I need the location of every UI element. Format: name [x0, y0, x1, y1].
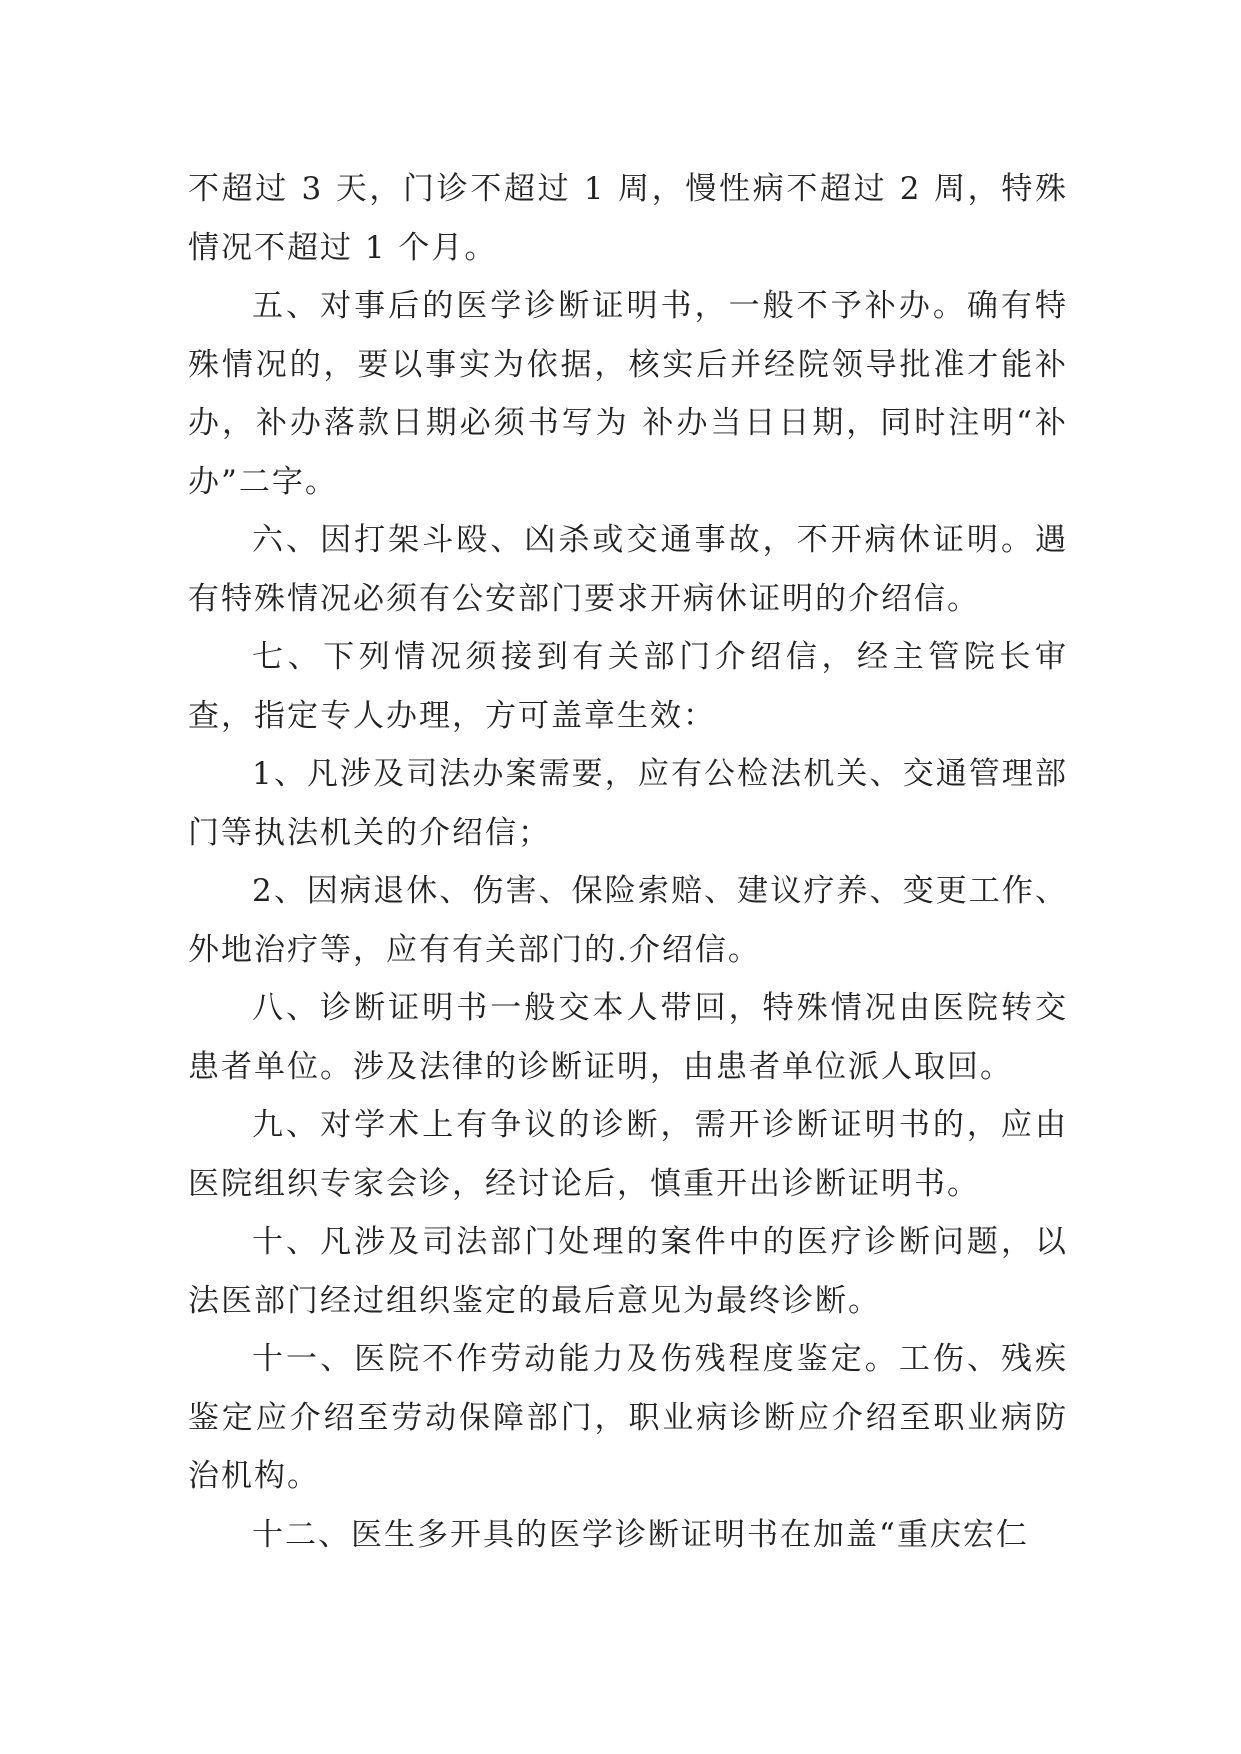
paragraph-item-8: 八、诊断证明书一般交本人带回，特殊情况由医院转交患者单位。涉及法律的诊断证明，由患者单位派人取回。	[188, 990, 1068, 1085]
paragraph-item-6: 六、因打架斗殴、凶杀或交通事故，不开病休证明。遇有特殊情况必须有公安部门要求开病休证明的介绍信。	[188, 522, 1068, 617]
paragraph-continuation: 不超过 3 天，门诊不超过 1 周，慢性病不超过 2 周，特殊情况不超过 1 个月。	[188, 171, 1068, 266]
paragraph-subitem-2: 2、因病退休、伤害、保险索赔、建议疗养、变更工作、外地治疗等，应有有关部门的.介绍信。	[188, 873, 1068, 968]
paragraph-item-11: 十一、医院不作劳动能力及伤残程度鉴定。工伤、残疾鉴定应介绍至劳动保障部门，职业病诊断应介绍至职业病防治机构。	[188, 1341, 1068, 1494]
paragraph-subitem-1: 1、凡涉及司法办案需要，应有公检法机关、交通管理部门等执法机关的介绍信；	[188, 756, 1068, 851]
paragraph-item-9: 九、对学术上有争议的诊断，需开诊断证明书的，应由医院组织专家会诊，经讨论后，慎重开出诊断证明书。	[188, 1107, 1068, 1202]
document-body	[188, 160, 1068, 1564]
paragraph-item-5: 五、对事后的医学诊断证明书，一般不予补办。确有特殊情况的，要以事实为依据，核实后并经院领导批准才能补办，补办落款日期必须书写为 补办当日日期，同时注明“补办”二字。	[188, 288, 1068, 500]
paragraph-item-7: 七、下列情况须接到有关部门介绍信，经主管院长审查，指定专人办理，方可盖章生效：	[188, 639, 1068, 734]
paragraph-item-12: 十二、医生多开具的医学诊断证明书在加盖“重庆宏仁	[252, 1516, 1029, 1553]
paragraph-item-10: 十、凡涉及司法部门处理的案件中的医疗诊断问题，以法医部门经过组织鉴定的最后意见为最终诊断。	[188, 1224, 1068, 1319]
